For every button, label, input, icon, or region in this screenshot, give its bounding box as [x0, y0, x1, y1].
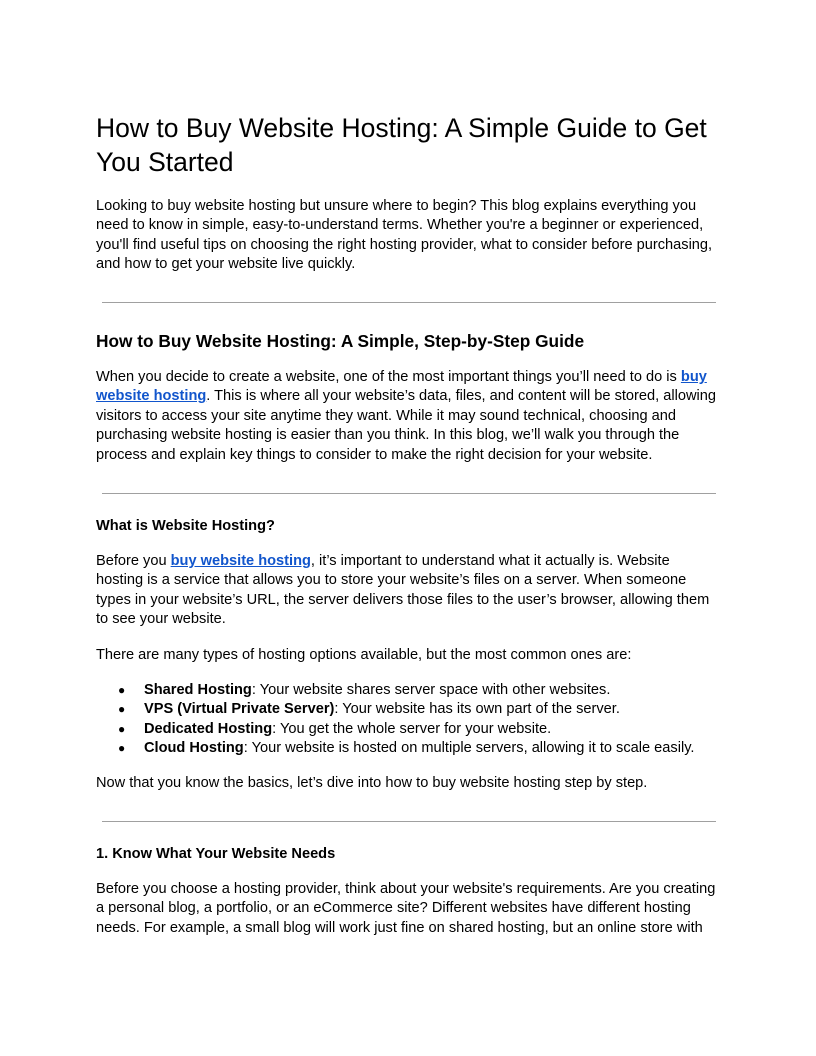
horizontal-rule	[102, 821, 716, 822]
list-item-desc: : Your website is hosted on multiple servers, allowing it to scale easily.	[243, 740, 695, 757]
list-item-term: Cloud Hosting	[144, 740, 244, 757]
hosting-types-list	[96, 681, 720, 759]
list-item-desc: : Your website has its own part of the server.	[334, 701, 620, 718]
basics-paragraph: Now that you know the basics, let’s dive into how to buy website hosting step by step.	[96, 775, 648, 791]
guide-text-end: . This is where all your website’s data, files, and content will be stored, allowing visitors to access your site anytime they want. While it may sound technical, choosing and purchasing website hosting is easier than you think. In this blog, we’ll walk you through the process and explain key things to consider to make the right decision for your website.	[96, 388, 716, 463]
bullet-icon: ●	[118, 721, 126, 736]
list-item-term: VPS (Virtual Private Server)	[144, 701, 335, 718]
buy-website-hosting-link[interactable]: buy website hosting	[170, 553, 311, 569]
list-item-desc: : Your website shares server space with other websites.	[251, 682, 611, 698]
section-heading-know-needs: 1. Know What Your Website Needs	[96, 846, 336, 862]
list-item	[96, 681, 720, 700]
section-heading-what-is-hosting: What is Website Hosting?	[96, 518, 275, 534]
what-is-text-start: Before you	[96, 553, 171, 569]
horizontal-rule	[102, 493, 716, 494]
hosting-types-intro: There are many types of hosting options available, but the most common ones are:	[96, 647, 632, 663]
section-heading-guide: How to Buy Website Hosting: A Simple, Step-by-Step Guide	[96, 331, 585, 351]
intro-paragraph: Looking to buy website hosting but unsure where to begin? This blog explains everything you need to know in simple, easy-to-understand terms. Whether you're a beginner or experienced, you'll find useful tips on choosing the right hosting provider, what to consider before purchasing, and how to get your website live quickly.	[96, 198, 713, 273]
page-title: How to Buy Website Hosting: A Simple Guide to Get You Started	[96, 113, 707, 177]
horizontal-rule	[102, 302, 716, 303]
list-item-desc: : You get the whole server for your website.	[272, 720, 552, 737]
list-item	[96, 700, 720, 719]
list-item-term: Shared Hosting	[144, 682, 252, 698]
bullet-icon: ●	[118, 702, 126, 717]
list-item	[96, 720, 720, 739]
list-item	[96, 739, 720, 758]
buy-website-hosting-link[interactable]: buy website hosting	[96, 369, 707, 405]
what-is-hosting-paragraph	[96, 552, 720, 630]
guide-paragraph	[96, 368, 720, 465]
list-item-term: Dedicated Hosting	[144, 720, 273, 737]
what-is-text-end: , it’s important to understand what it actually is. Website hosting is a service that allows you to store your website’s files on a server. When someone types in your website’s URL, the server delivers those files to the user’s browser, allowing them to see your website.	[96, 553, 710, 628]
know-needs-paragraph: Before you choose a hosting provider, think about your website's requirements. Are you creating a personal blog, a portfolio, or an eCommerce site? Different websites have different hosting needs. For example, a small blog will work just fine on shared hosting, but an online store with	[96, 881, 716, 936]
bullet-icon: ●	[118, 741, 126, 756]
bullet-icon: ●	[118, 683, 126, 697]
guide-text-start: When you decide to create a website, one of the most important things you’ll need to do is	[96, 369, 681, 385]
